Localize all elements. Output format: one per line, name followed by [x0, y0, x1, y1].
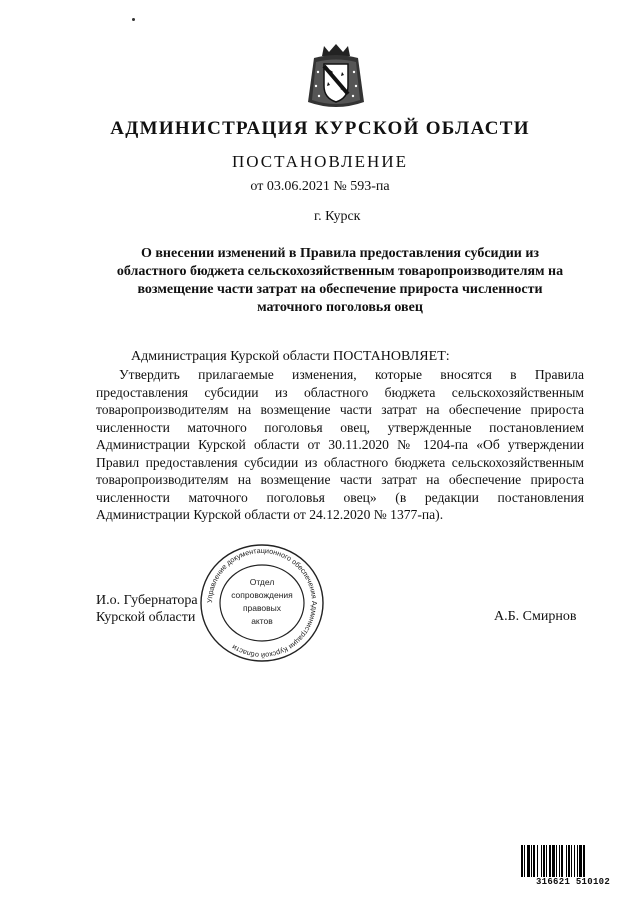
stamp-inner-line: правовых: [242, 603, 282, 613]
scan-speck: [132, 18, 135, 21]
stamp-inner-line: сопровождения: [231, 590, 293, 600]
stamp-inner-line: актов: [251, 616, 273, 626]
coat-of-arms-icon: [306, 42, 366, 110]
subject-line: областного бюджета сельскохозяйственным товаропроизводителям на: [116, 264, 564, 279]
signer-position: [96, 592, 198, 626]
resolution-intro: Администрация Курской области ПОСТАНОВЛЯЕТ:: [131, 349, 450, 364]
stamp-outer-text: Управление документационного обеспечения Администрации Курской области: [204, 545, 320, 661]
stamp-seal: [199, 543, 325, 663]
subject-line: маточного поголовья овец: [257, 300, 423, 315]
body-paragraph: Утвердить прилагаемые изменения, которые вносятся в Правила предоставления субсидии из областного бюджета сельскохозяйственным товаропроизводителям на возмещение части затрат на обеспечение прироста численности маточного поголовья овец, утвержденные постановлением Администрации Курской области от 30.11.2020 № 1204-па «Об утверждении Правил предоставления субсидии из областного бюджета сельскохозяйственным товаропроизводителям на возмещение части затрат на обеспечение прироста численности маточного поголовья овец» (в редакции постановления Администрации Курской области от 24.12.2020 № 1377-па).: [96, 367, 584, 522]
document-date-number: от 03.06.2021 № 593-па: [250, 179, 390, 194]
document-subject: [90, 245, 590, 317]
barcode-bars: [520, 845, 626, 879]
signer-position-line: И.о. Губернатора: [96, 593, 198, 608]
organization-title: АДМИНИСТРАЦИЯ КУРСКОЙ ОБЛАСТИ: [110, 118, 530, 139]
stamp-inner-line: Отдел: [249, 577, 275, 587]
barcode: [520, 845, 626, 887]
signer-name: А.Б. Смирнов: [494, 609, 577, 624]
subject-line: О внесении изменений в Правила предоставления субсидии из: [140, 246, 540, 261]
document-type: ПОСТАНОВЛЕНИЕ: [231, 152, 408, 171]
barcode-number: 316621 510102: [520, 877, 626, 887]
signer-position-line: Курской области: [96, 610, 196, 625]
subject-line: возмещение части затрат на обеспечение прироста численности: [137, 282, 543, 297]
document-city: г. Курск: [314, 209, 361, 224]
resolution-body: [96, 366, 584, 524]
